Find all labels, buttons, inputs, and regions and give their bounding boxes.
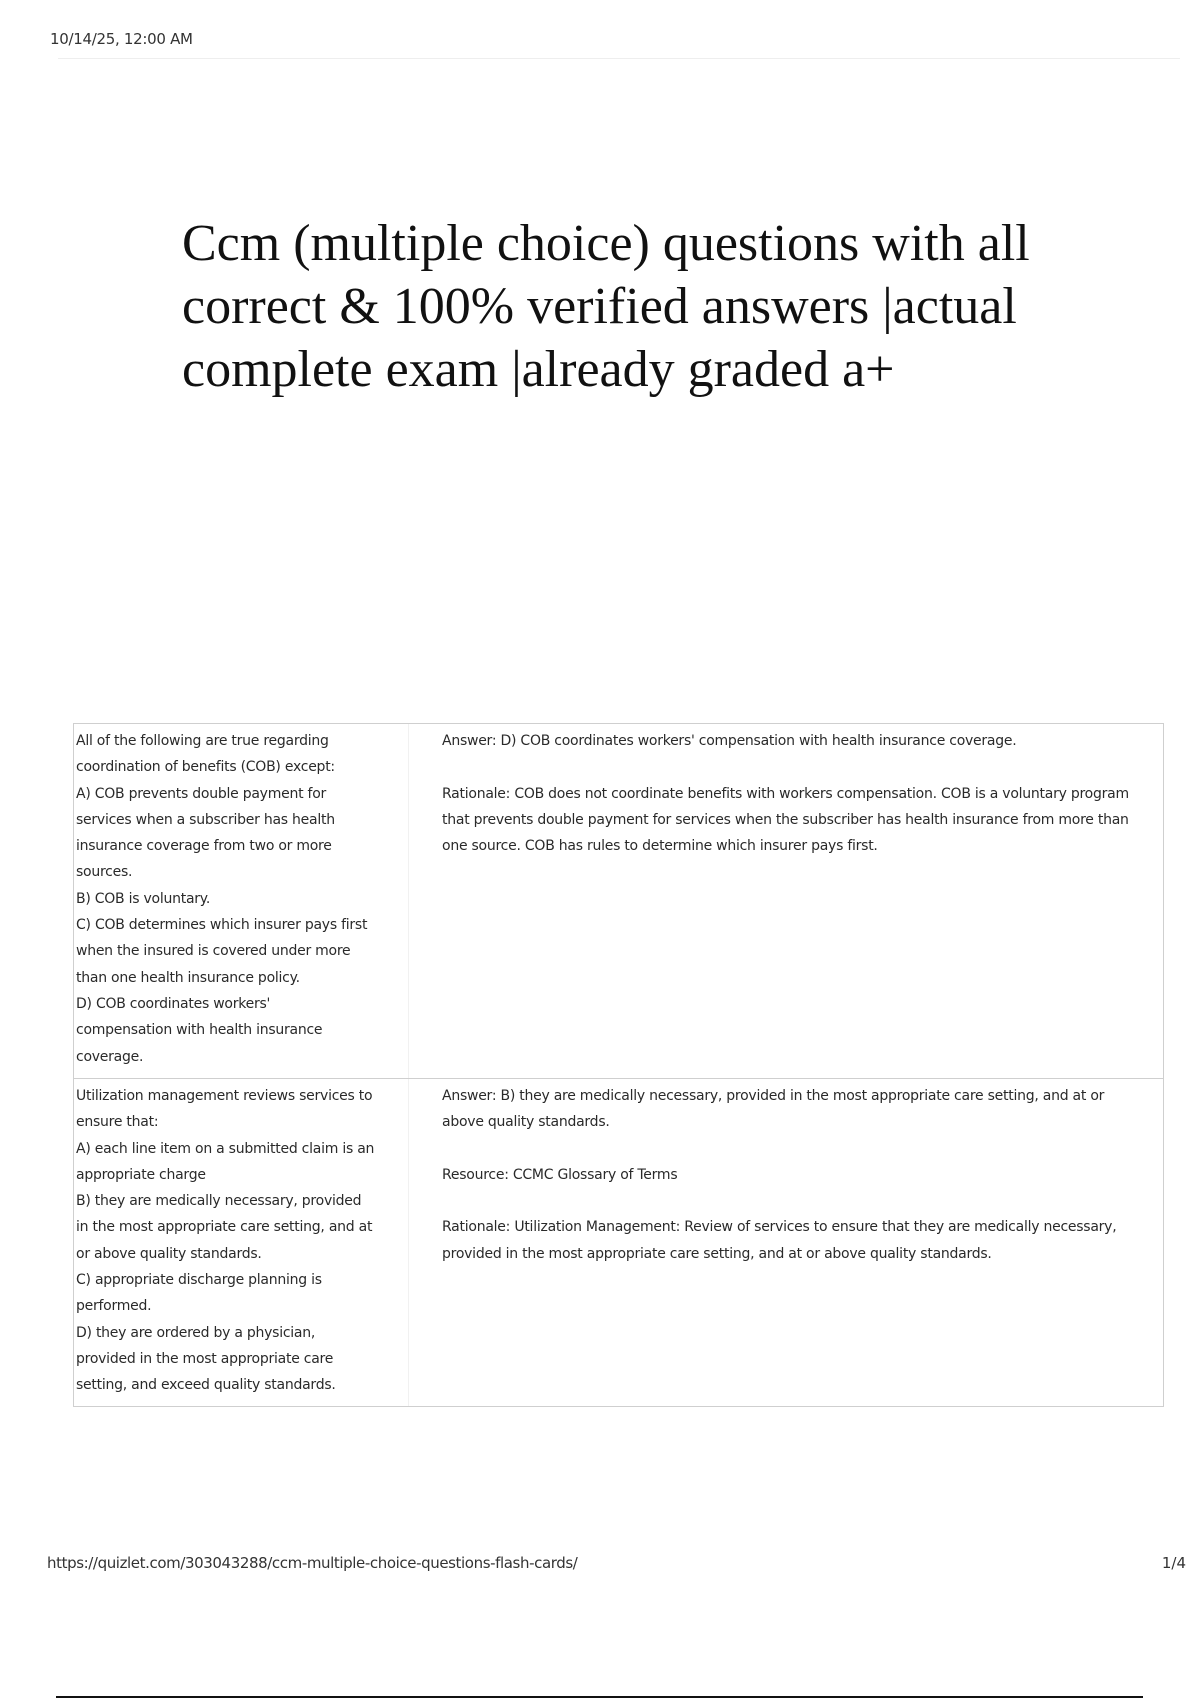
bottom-divider: [56, 1696, 1143, 1698]
rationale-text: Rationale: Utilization Management: Review of services to ensure that they are medically necessary, provided in the most appropriate care setting, and at or above quality standards.: [442, 1219, 1117, 1262]
flashcard-table: [73, 723, 1164, 1407]
answer-text: Answer: B) they are medically necessary, provided in the most appropriate care setting, and at or above quality standards.: [442, 1088, 1105, 1131]
page-number: 1/4: [1161, 1554, 1186, 1572]
flashcard-term: All of the following are true regarding coordination of benefits (COB) except: A) COB prevents double payment for services when a subscriber has health insurance coverage from two or more sources. B) COB is voluntary. C) COB determines which insurer pays first when the insured is covered under more than one health insurance policy. D) COB coordinates workers' compensation with health insurance coverage.: [74, 724, 409, 1078]
flashcard-definition: [409, 1079, 1163, 1406]
rationale-text: Rationale: COB does not coordinate benefits with workers compensation. COB is a voluntary program that prevents double payment for services when the subscriber has health insurance from more than one source. COB has rules to determine which insurer pays first.: [442, 785, 1129, 855]
header-divider: [58, 58, 1180, 59]
flashcard-definition: [409, 724, 1163, 1078]
flashcard-row: [74, 1079, 1163, 1406]
flashcard-term: Utilization management reviews services to ensure that: A) each line item on a submitted claim is an appropriate charge B) they are medically necessary, provided in the most appropriate care setting, and at or above quality standards. C) appropriate discharge planning is performed. D) they are ordered by a physician, provided in the most appropriate care setting, and exceed quality standards.: [74, 1079, 409, 1406]
document-title: Ccm (multiple choice) questions with all correct & 100% verified answers |actual complete exam |already graded a+: [182, 215, 1030, 398]
flashcard-row: [74, 724, 1163, 1079]
resource-text: Resource: CCMC Glossary of Terms: [442, 1166, 678, 1183]
print-timestamp: 10/14/25, 12:00 AM: [50, 30, 193, 48]
answer-text: Answer: D) COB coordinates workers' compensation with health insurance coverage.: [442, 733, 1017, 749]
source-url: https://quizlet.com/303043288/ccm-multiple-choice-questions-flash-cards/: [47, 1554, 578, 1572]
